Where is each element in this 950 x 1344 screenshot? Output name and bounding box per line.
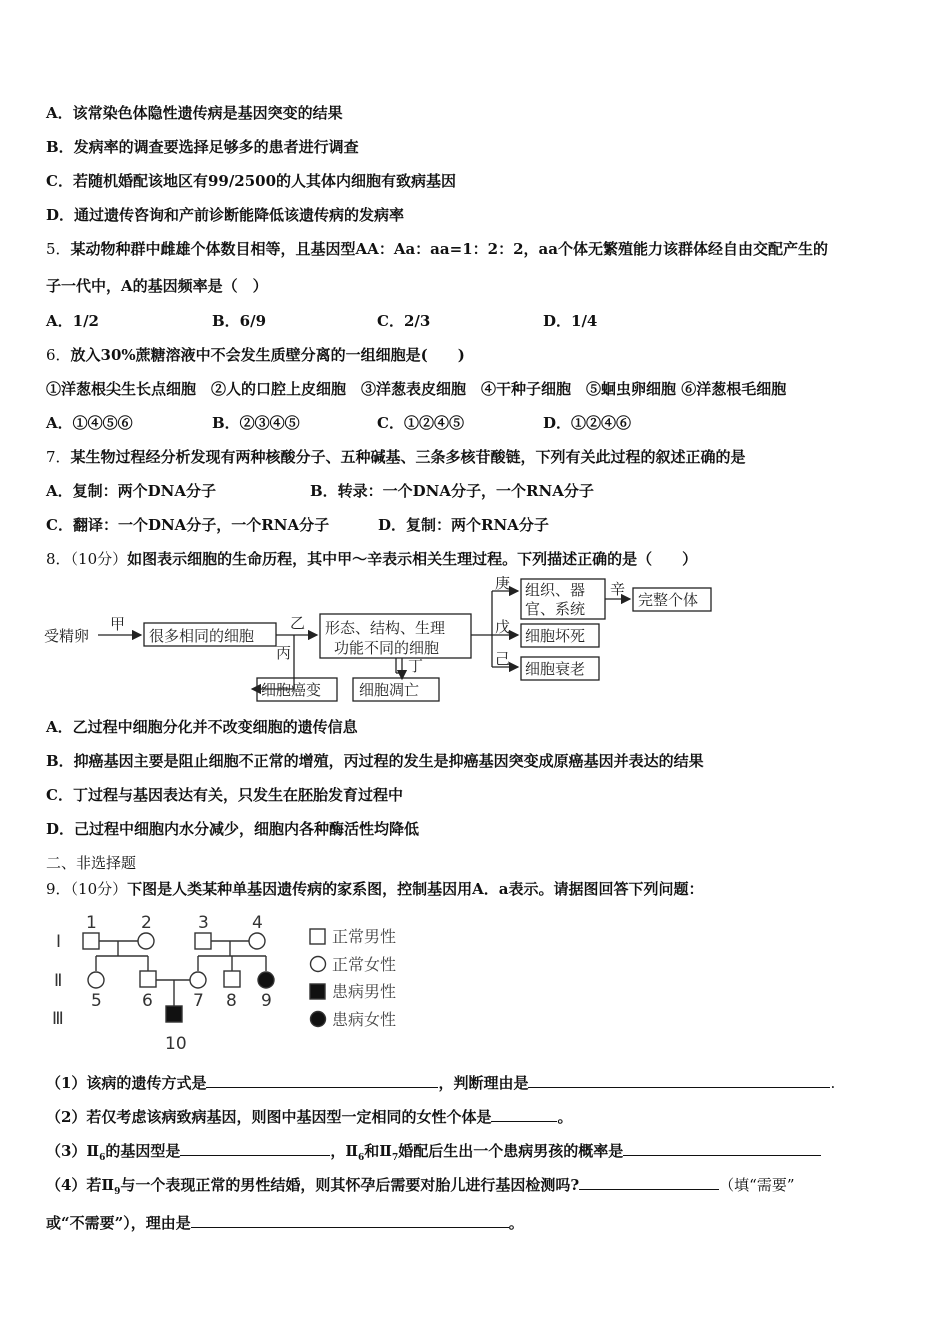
- q9-stem: [46, 879, 704, 899]
- diagram-box-individual: 完整个体: [638, 591, 699, 609]
- diagram-box-cancer: 细胞癌变: [261, 681, 322, 699]
- pedigree-num-2: 2: [141, 913, 152, 933]
- pedigree-num-8: 8: [226, 991, 237, 1011]
- q9-sub3-subscript-6b: 6: [358, 1153, 365, 1163]
- legend-normal-female: 正常女性: [332, 955, 397, 974]
- diagram-box-diff-cells-1: 形态、结构、生理: [325, 619, 446, 637]
- pedigree-chart: [50, 908, 430, 1058]
- diagram-box-necrosis: 细胞坏死: [525, 627, 586, 645]
- diagram-box-tissue-2: 官、系统: [525, 600, 586, 618]
- q5-option-d: D．1/4: [543, 312, 598, 330]
- q8-stem: [46, 549, 697, 569]
- q5-stem-line1: [46, 239, 828, 259]
- q9-sub1: [46, 1071, 835, 1093]
- q7-option-b: B．转录：一个DNA分子，一个RNA分子: [310, 482, 594, 500]
- legend-affected-female-icon: [311, 1012, 326, 1027]
- q5-stem: 某动物种群中雌雄个体数目相等，且基因型AA：Aa：aa=1：2：2，aa个体无繁殖能力该群体经自由交配产生的: [70, 240, 828, 258]
- q9-sub3-prob-label: 婚配后生出一个患病男孩的概率是: [398, 1142, 624, 1160]
- q8-option-c: C．丁过程与基因表达有关，只发生在胚胎发育过程中: [46, 786, 403, 804]
- pedigree-gen-ii: Ⅱ: [54, 971, 63, 991]
- diagram-box-aging: 细胞衰老: [525, 660, 586, 678]
- q9-sub3-subscript-7: 7: [391, 1153, 399, 1163]
- diagram-label-jia: 甲: [110, 615, 126, 633]
- q9-sub3-and: 和Ⅱ: [364, 1142, 392, 1160]
- q6-items: ①洋葱根尖生长点细胞 ②人的口腔上皮细胞 ③洋葱表皮细胞 ④干种子细胞 ⑤蛔虫卵细胞 ⑥洋葱根毛细胞: [46, 380, 787, 398]
- diagram-box-apoptosis: 细胞凋亡: [359, 681, 420, 699]
- diagram-label-ding: 丁: [408, 657, 424, 675]
- q6-option-d: D．①②④⑥: [543, 414, 632, 432]
- pedigree-num-7: 7: [193, 991, 204, 1011]
- q5-option-b: B．6/9: [212, 312, 267, 330]
- pedigree-i3-normal-male: [195, 933, 211, 949]
- q7-option-c: C．翻译：一个DNA分子，一个RNA分子: [46, 516, 330, 534]
- q9-stem-text: 下图是人类某种单基因遗传病的家系图，控制基因用A．a表示。请据图回答下列问题：: [127, 880, 704, 898]
- q4-option-b: B．发病率的调查要选择足够多的患者进行调查: [46, 138, 359, 156]
- pedigree-i2-normal-female: [138, 933, 154, 949]
- pedigree-ii9-affected-female: [258, 972, 274, 988]
- q7-option-a: A．复制：两个DNA分子: [46, 482, 216, 500]
- q9-sub1-text: （1）该病的遗传方式是: [46, 1074, 207, 1092]
- q9-sub4-hint: （填“需要”: [719, 1176, 795, 1194]
- q9-sub4-subscript-9: 9: [114, 1187, 121, 1197]
- legend-normal-male: 正常男性: [332, 927, 397, 946]
- q8-option-d: D．己过程中细胞内水分减少，细胞内各种酶活性均降低: [46, 820, 420, 838]
- legend-affected-male-icon: [310, 984, 325, 999]
- q8-stem-text: 如图表示细胞的生命历程，其中甲～辛表示相关生理过程。下列描述正确的是（ ）: [127, 550, 698, 568]
- q5-option-a: A．1/2: [46, 312, 99, 330]
- q9-sub2: [46, 1105, 572, 1127]
- pedigree-ii8-normal-male: [224, 971, 240, 987]
- pedigree-num-4: 4: [252, 913, 263, 933]
- diagram-label-ji: 己: [495, 650, 511, 668]
- q5-stem-line2: 子一代中，A的基因频率是（ ）: [46, 277, 268, 295]
- pedigree-ii6-normal-male: [140, 971, 156, 987]
- diagram-zygote: 受精卵: [44, 627, 90, 645]
- q9-score: （10分）: [70, 880, 128, 898]
- q9-sub4-blank-reason[interactable]: [191, 1211, 509, 1228]
- q9-sub1-reason-label: ，判断理由是: [438, 1074, 529, 1092]
- pedigree-ii5-normal-female: [88, 972, 104, 988]
- diagram-label-xin: 辛: [610, 580, 626, 598]
- q9-sub1-blank-inheritance[interactable]: [206, 1071, 438, 1088]
- q9-sub4-line2: [46, 1211, 524, 1233]
- q6-stem-text: 放入30%蔗糖溶液中不会发生质壁分离的一组细胞是( ): [70, 346, 465, 364]
- pedigree-iii10-affected-male: [166, 1006, 182, 1022]
- diagram-box-tissue-1: 组织、器: [525, 581, 586, 599]
- diagram-label-bing: 丙: [276, 644, 292, 662]
- legend-normal-male-icon: [310, 929, 325, 944]
- pedigree-num-9: 9: [261, 991, 272, 1011]
- cell-life-history-diagram: [44, 576, 734, 706]
- diagram-label-geng: 庚: [495, 576, 511, 592]
- q7-option-d: D．复制：两个RNA分子: [378, 516, 549, 534]
- legend-affected-female: 患病女性: [332, 1010, 397, 1029]
- diagram-label-wu: 戊: [495, 618, 511, 636]
- pedigree-num-10: 10: [165, 1034, 187, 1054]
- q6-option-b: B．②③④⑤: [212, 414, 300, 432]
- q9-sub3-blank-genotype[interactable]: [180, 1139, 330, 1156]
- q7-number: 7．: [46, 448, 71, 466]
- q9-sub3-blank-probability[interactable]: [623, 1139, 821, 1156]
- q9-sub4-prefix: （4）若Ⅱ: [46, 1176, 115, 1194]
- q8-score: （10分）: [70, 550, 128, 568]
- q5-number: 5．: [46, 240, 71, 258]
- q4-option-a: A．该常染色体隐性遗传病是基因突变的结果: [46, 104, 343, 122]
- q9-sub4-reason-label: 或“不需要”），理由是: [46, 1214, 191, 1232]
- pedigree-i4-normal-female: [249, 933, 265, 949]
- pedigree-i1-normal-male: [83, 933, 99, 949]
- legend-affected-male: 患病男性: [332, 982, 397, 1001]
- pedigree-ii7-normal-female: [190, 972, 206, 988]
- pedigree-num-6: 6: [142, 991, 153, 1011]
- q9-sub3: [46, 1139, 821, 1168]
- q9-sub1-end: .: [830, 1074, 836, 1092]
- diagram-box-diff-cells-2: 功能不同的细胞: [334, 639, 440, 657]
- q6-option-a: A．①④⑤⑥: [46, 414, 133, 432]
- q9-sub2-end: 。: [557, 1108, 573, 1126]
- q9-sub3-prefix: （3）Ⅱ: [46, 1142, 100, 1160]
- q6-number: 6．: [46, 346, 71, 364]
- q8-option-b: B．抑癌基因主要是阻止细胞不正常的增殖，丙过程的发生是抑癌基因突变成原癌基因并表达的结果: [46, 752, 704, 770]
- pedigree-num-3: 3: [198, 913, 209, 933]
- q9-sub4: [46, 1173, 795, 1202]
- q9-sub4-end: 。: [508, 1214, 524, 1232]
- diagram-box-same-cells: 很多相同的细胞: [149, 627, 255, 645]
- q9-sub4-blank-need[interactable]: [579, 1173, 719, 1190]
- q4-option-d: D．通过遗传咨询和产前诊断能降低该遗传病的发病率: [46, 206, 405, 224]
- q9-sub3-genotype-label: 的基因型是: [105, 1142, 181, 1160]
- pedigree-gen-iii: Ⅲ: [52, 1009, 64, 1029]
- q9-sub1-blank-reason[interactable]: [528, 1071, 830, 1088]
- q7-stem-text: 某生物过程经分析发现有两种核酸分子、五种碱基、三条多核苷酸链，下列有关此过程的叙述正确的是: [70, 448, 746, 466]
- q6-option-c: C．①②④⑤: [377, 414, 464, 432]
- pedigree-num-1: 1: [86, 913, 97, 933]
- q9-sub3-subscript-6: 6: [99, 1153, 106, 1163]
- pedigree-num-5: 5: [91, 991, 102, 1011]
- q5-option-c: C．2/3: [377, 312, 431, 330]
- q9-sub2-blank[interactable]: [491, 1105, 557, 1122]
- q7-stem: [46, 447, 746, 467]
- q8-number: 8．: [46, 550, 71, 568]
- q8-option-a: A．乙过程中细胞分化并不改变细胞的遗传信息: [46, 718, 358, 736]
- q6-stem: [46, 345, 465, 365]
- diagram-label-yi: 乙: [290, 614, 306, 632]
- pedigree-gen-i: Ⅰ: [56, 932, 62, 952]
- q9-sub4-text: 与一个表现正常的男性结婚，则其怀孕后需要对胎儿进行基因检测吗?: [120, 1176, 580, 1194]
- q9-sub3-mid: ，Ⅱ: [330, 1142, 359, 1160]
- legend-normal-female-icon: [311, 957, 326, 972]
- q9-number: 9．: [46, 880, 71, 898]
- q9-sub2-text: （2）若仅考虑该病致病基因，则图中基因型一定相同的女性个体是: [46, 1108, 492, 1126]
- q4-option-c: C．若随机婚配该地区有99/2500的人其体内细胞有致病基因: [46, 172, 457, 190]
- section-heading: 二、非选择题: [46, 854, 137, 872]
